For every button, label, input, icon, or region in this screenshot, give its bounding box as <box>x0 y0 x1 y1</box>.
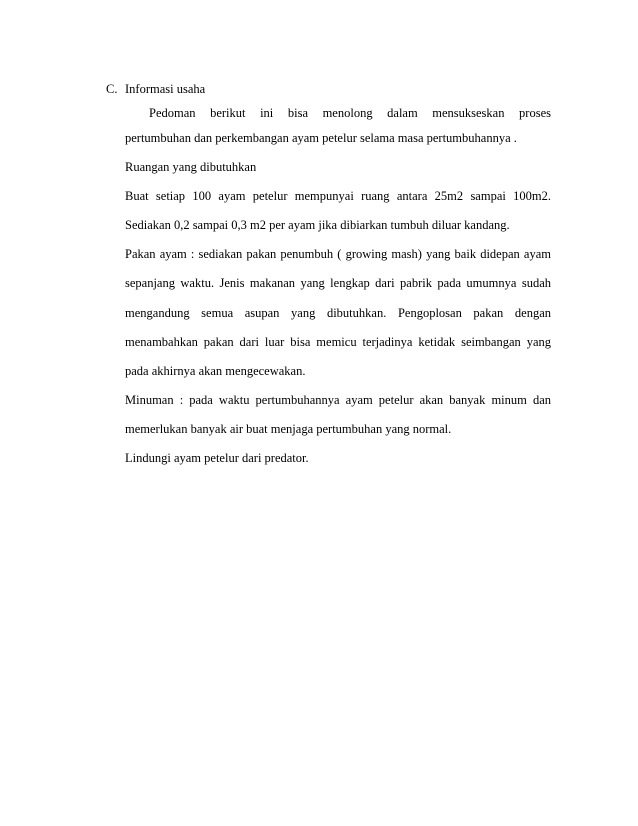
subheading-line: Ruangan yang dibutuhkan <box>125 160 257 175</box>
section-title: Informasi usaha <box>125 82 206 96</box>
paragraph-line: pertumbuhan dan perkembangan ayam petelur selama masa pertumbuhannya . <box>125 131 517 145</box>
paragraph-line: sepanjang waktu. Jenis makanan yang lengkap dari pabrik pada umumnya sudah <box>125 276 551 291</box>
paragraph-line: Lindungi ayam petelur dari predator. <box>125 451 309 466</box>
paragraph-line: mengandung semua asupan yang dibutuhkan. Pengoplosan pakan dengan <box>125 305 551 320</box>
paragraph-line: pada akhirnya akan mengecewakan. <box>125 363 306 378</box>
section-heading <box>106 82 551 102</box>
paragraph-line: Buat setiap 100 ayam petelur mempunyai ruang antara 25m2 sampai 100m2. <box>125 189 551 204</box>
paragraph-line: Minuman : pada waktu pertumbuhannya ayam petelur akan banyak minum dan <box>125 392 551 407</box>
paragraph-line: memerlukan banyak air buat menjaga pertumbuhan yang normal. <box>125 421 452 436</box>
section-informasi-usaha <box>106 82 551 473</box>
paragraph-line: Pakan ayam : sediakan pakan penumbuh ( growing mash) yang baik didepan ayam <box>125 247 551 262</box>
paragraph-line: menambahkan pakan dari luar bisa memicu terjadinya ketidak seimbangan yang <box>125 334 551 349</box>
section-letter: C. <box>106 82 118 96</box>
paragraph-line: Pedoman berikut ini bisa menolong dalam mensukseskan proses <box>149 106 551 120</box>
section-body <box>125 102 551 473</box>
paragraph-line: Sediakan 0,2 sampai 0,3 m2 per ayam jika dibiarkan tumbuh diluar kandang. <box>125 218 510 233</box>
